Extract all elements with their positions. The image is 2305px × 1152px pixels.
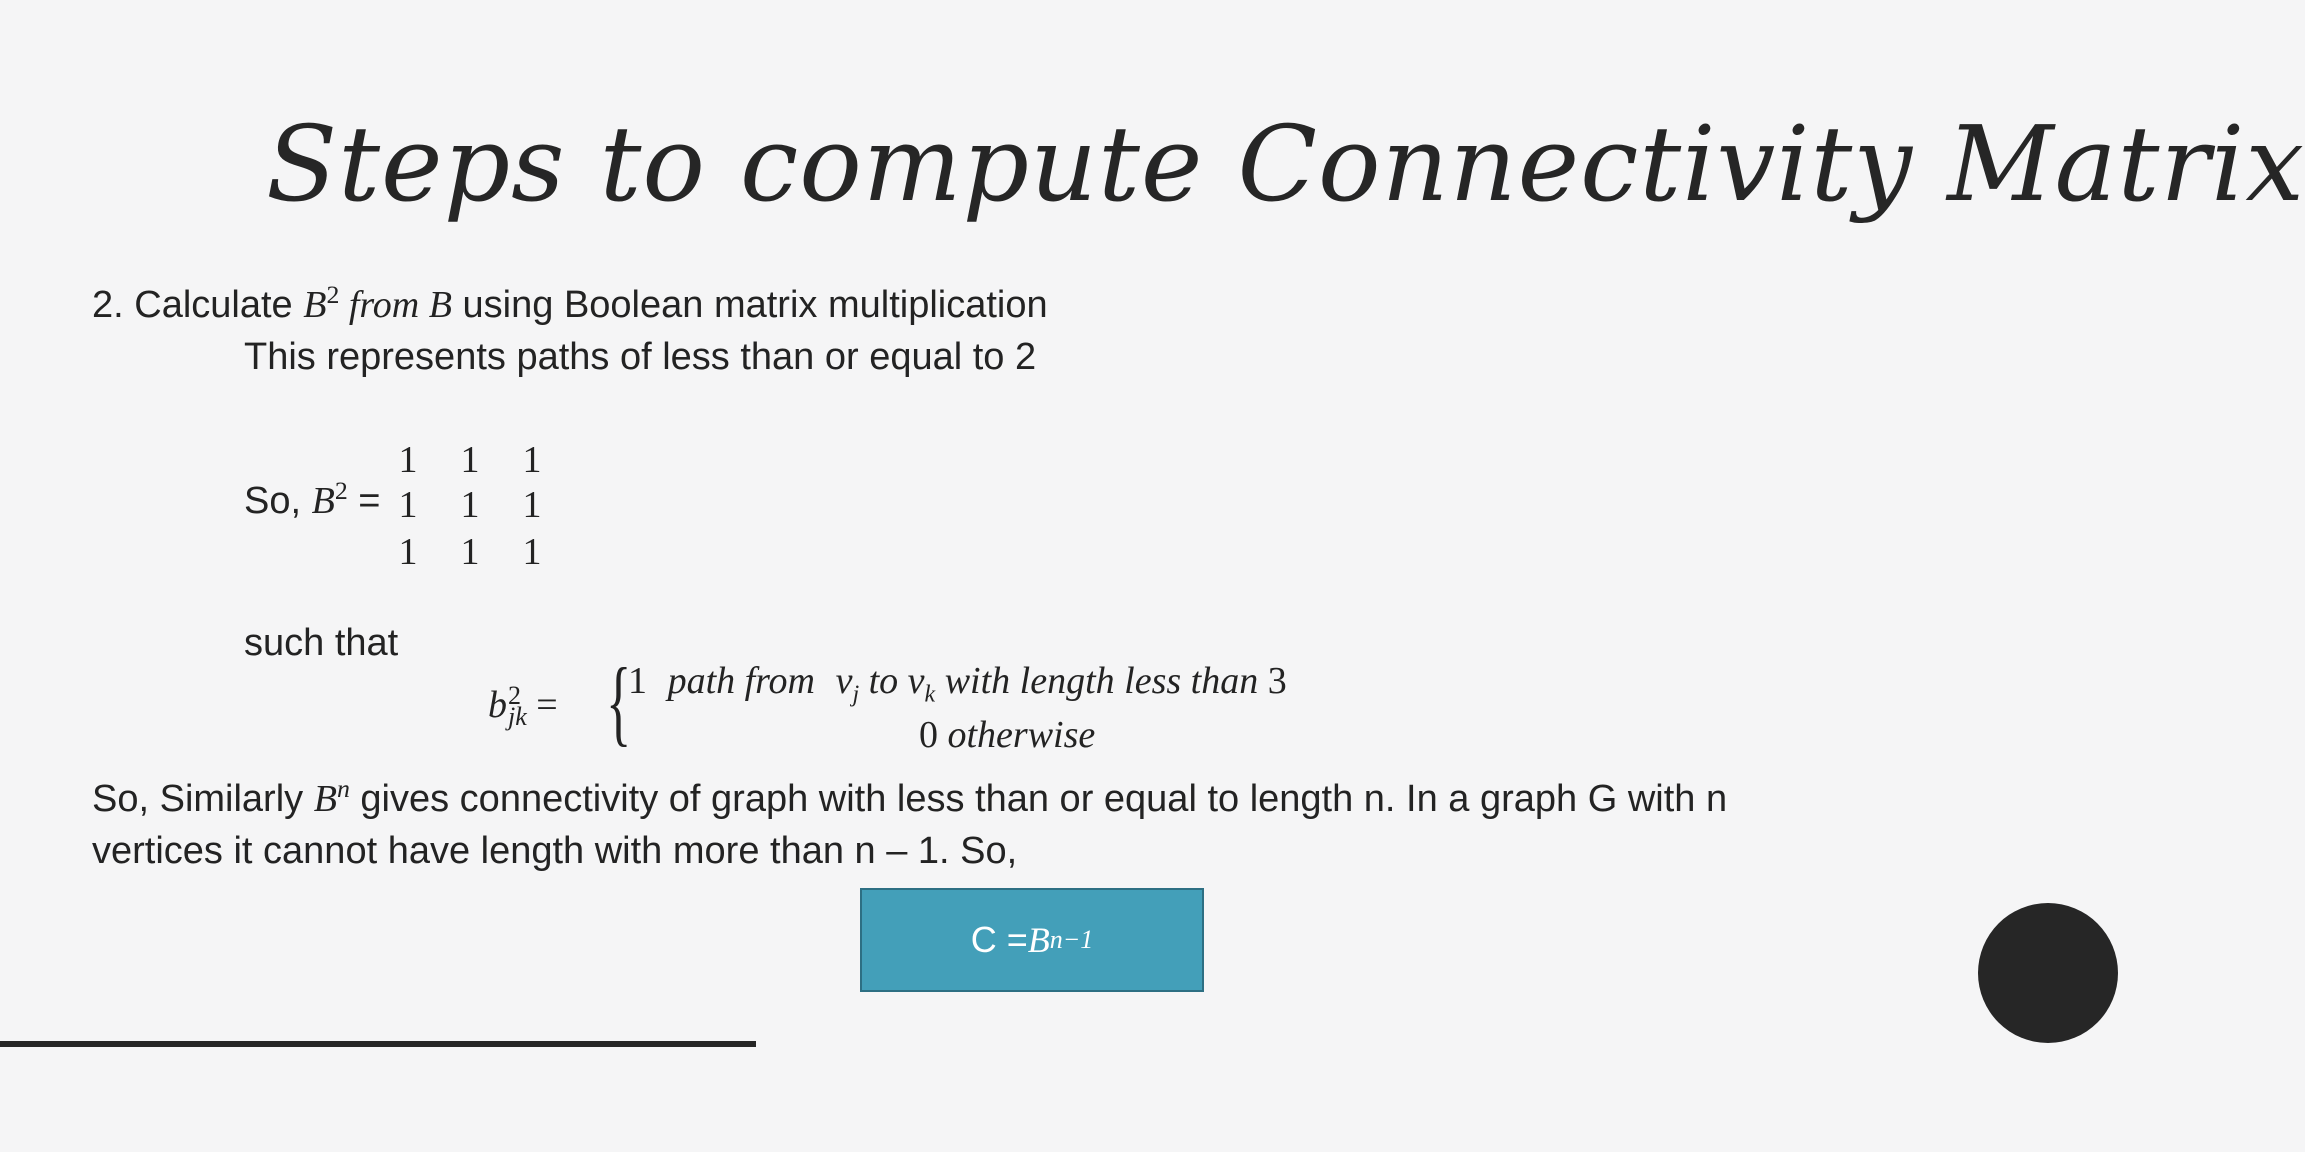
step-base: B [303,284,327,326]
matrix-cell: 1 [398,531,418,573]
decorative-circle [1978,903,2118,1043]
such-that-label: such that [244,622,399,664]
description-line: This represents paths of less than or equal to 2 [244,336,1037,378]
bjk-b: b [488,684,507,726]
case-one-to: to [859,660,908,702]
case-one-three: 3 [1267,660,1287,702]
case-one-path: path from [667,660,815,702]
similarly-suffix: gives connectivity of graph with less than or equal to length n. In a graph G with n [349,778,1728,820]
matrix-base: B [311,480,335,522]
matrix-so: So, [244,480,312,522]
slide-title: Steps to compute Connectivity Matrix [266,103,2305,225]
case-one [628,662,1287,707]
bjk-eq: = [526,684,558,726]
vertices-line: vertices it cannot have length with more than n – 1. So, [92,830,1018,872]
case-one-vj-sub: j [852,681,860,708]
matrix-cell: 1 [398,439,418,481]
step-suffix: using Boolean matrix multiplication [451,284,1048,326]
matrix-cell: 1 [460,439,480,481]
similarly-line [92,773,1728,820]
matrix-cell: 1 [460,531,480,573]
matrix-cell: 1 [398,484,418,526]
formula-lhs: C = [970,919,1028,960]
matrix-cell: 1 [522,484,542,526]
left-brace: { [606,648,632,755]
similarly-base: B [313,778,337,820]
step-exp: 2 [326,279,340,309]
case-one-vk-sub: k [924,681,936,708]
case-two-value: 0 [919,714,938,756]
matrix-equation-label [244,475,381,522]
case-one-rest: with length less than [935,660,1268,702]
formula-base: B [1027,920,1050,960]
step-from: from [339,284,429,326]
matrix-cell: 1 [460,484,480,526]
matrix-exp: 2 [334,475,348,505]
matrix-eq-sign: = [347,480,381,522]
decorative-line [0,1041,756,1047]
similarly-exp: n [336,773,350,803]
similarly-prefix: So, Similarly [92,778,314,820]
case-one-v2: v [907,660,925,702]
formula-box: C = B n−1 [860,888,1204,992]
step-line [92,279,1048,326]
step-base2: B [428,284,452,326]
case-one-value: 1 [628,660,647,702]
bjk-lhs [488,681,558,731]
step-prefix: 2. Calculate [92,284,304,326]
bjk-sub: jk [508,701,527,731]
matrix-cell: 1 [522,531,542,573]
case-two [919,716,1095,754]
matrix-cell: 1 [522,439,542,481]
case-one-v: v [835,660,853,702]
case-two-otherwise: otherwise [938,714,1096,756]
bjk-sup: 2 [508,681,521,711]
